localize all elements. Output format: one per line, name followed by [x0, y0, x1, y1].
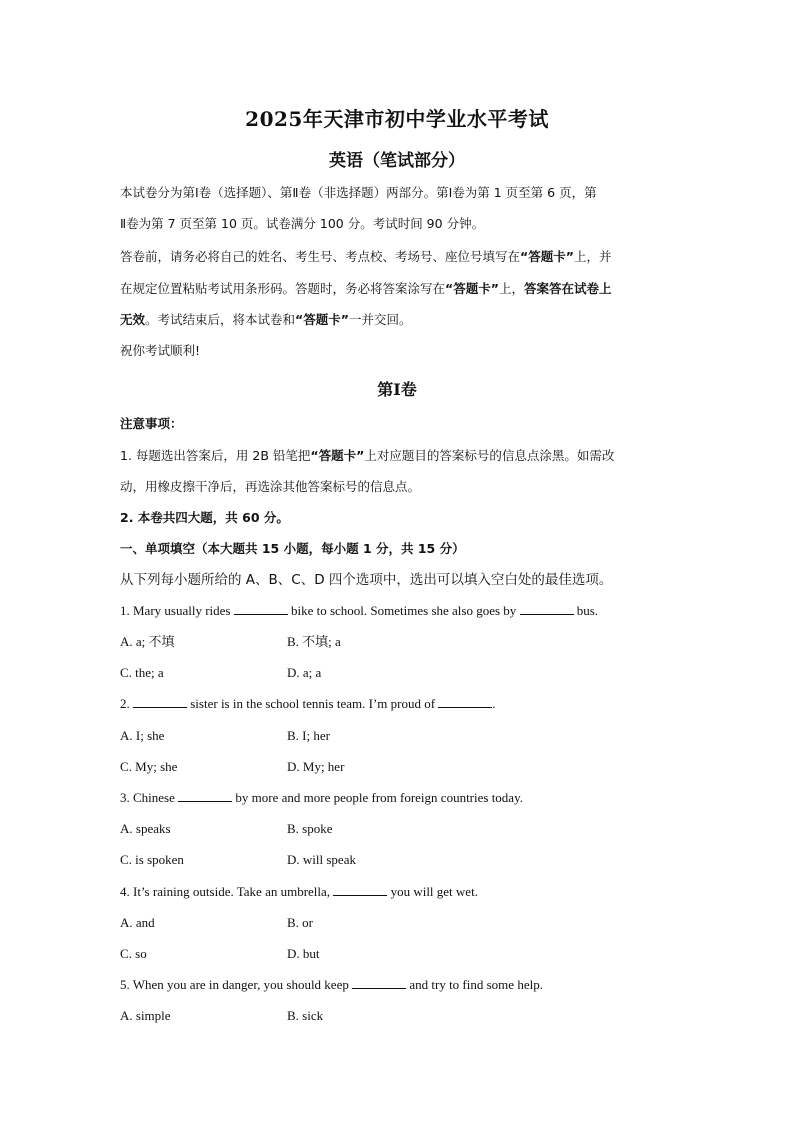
- part1-heading: 一、单项填空（本大题共 15 小题，每小题 1 分，共 15 分）: [120, 541, 465, 556]
- question-4: [120, 882, 478, 902]
- question-5: [120, 975, 543, 995]
- option-d: D. will speak: [287, 852, 356, 867]
- section-title: 第Ⅰ卷: [377, 380, 417, 399]
- answer-blank: [520, 603, 574, 615]
- question-text: 1. Mary usually rides: [120, 603, 234, 618]
- intro-text: 。考试结束后，将本试卷和: [145, 312, 296, 327]
- option-a: A. I; she: [120, 728, 165, 743]
- option-d: D. My; her: [287, 759, 345, 774]
- answer-blank: [178, 790, 232, 802]
- question-text: 3. Chinese: [120, 790, 179, 805]
- answer-card-term: “答题卡”: [445, 281, 499, 296]
- page-subtitle: 英语（笔试部分）: [329, 151, 465, 171]
- answer-blank: [234, 603, 288, 615]
- question-text: by more and more people from foreign countries today.: [232, 790, 523, 805]
- note-1-continued: 动，用橡皮擦干净后，再选涂其他答案标号的信息点。: [120, 479, 421, 494]
- option-a: A. simple: [120, 1008, 171, 1023]
- intro-text: 在规定位置粘贴考试用条形码。答题时，务必将答案涂写在: [120, 281, 446, 296]
- answer-blank: [133, 696, 187, 708]
- intro-text: 上，: [498, 281, 524, 296]
- option-b: B. I; her: [287, 728, 330, 743]
- option-b: B. spoke: [287, 821, 333, 836]
- question-text: and try to find some help.: [406, 977, 543, 992]
- note-text: 上对应题目的答案标号的信息点涂黑。如需改: [364, 448, 615, 463]
- intro-line-2: Ⅱ卷为第 7 页至第 10 页。试卷满分 100 分。考试时间 90 分钟。: [120, 216, 485, 231]
- question-text: bus.: [573, 603, 599, 618]
- option-b: B. or: [287, 915, 313, 930]
- question-text: 5. When you are in danger, you should keep: [120, 977, 353, 992]
- answer-card-term: “答题卡”: [520, 249, 574, 264]
- intro-text: 上，并: [573, 249, 612, 264]
- option-a: A. and: [120, 915, 155, 930]
- intro-line-3: [120, 247, 680, 267]
- question-3: [120, 788, 523, 808]
- question-text: 4. It’s raining outside. Take an umbrella,: [120, 884, 334, 899]
- intro-text: 一并交回。: [348, 312, 412, 327]
- question-text: 2.: [120, 696, 133, 711]
- option-a: A. speaks: [120, 821, 171, 836]
- intro-text: 答卷前，请务必将自己的姓名、考生号、考点校、考场号、座位号填写在: [120, 249, 521, 264]
- option-a: A. a; 不填: [120, 634, 175, 649]
- intro-line-4: [120, 279, 680, 299]
- note-1: [120, 446, 680, 466]
- notes-heading: 注意事项：: [120, 416, 183, 431]
- question-text: you will get wet.: [387, 884, 478, 899]
- intro-line-5: [120, 310, 680, 330]
- answer-blank: [438, 696, 492, 708]
- question-2: [120, 694, 496, 714]
- option-c: C. is spoken: [120, 852, 184, 867]
- note-2: 2. 本卷共四大题，共 60 分。: [120, 510, 289, 525]
- option-c: C. My; she: [120, 759, 178, 774]
- option-d: D. a; a: [287, 665, 322, 680]
- good-luck-line: 祝你考试顺利!: [120, 343, 201, 358]
- option-c: C. the; a: [120, 665, 164, 680]
- option-b: B. 不填; a: [287, 634, 341, 649]
- page-title: 2025年天津市初中学业水平考试: [245, 107, 549, 131]
- question-text: sister is in the school tennis team. I’m proud of: [187, 696, 439, 711]
- question-text: .: [492, 696, 496, 711]
- intro-line-1: 本试卷分为第Ⅰ卷（选择题）、第Ⅱ卷（非选择题）两部分。第Ⅰ卷为第 1 页至第 6 页，第: [120, 185, 597, 200]
- question-1: [120, 601, 598, 621]
- part1-instruction: 从下列每小题所给的 A、B、C、D 四个选项中，选出可以填入空白处的最佳选项。: [120, 572, 613, 588]
- question-text: bike to school. Sometimes she also goes by: [287, 603, 520, 618]
- answer-blank: [333, 884, 387, 896]
- emphasis-text: 答案答在试卷上: [523, 281, 612, 296]
- option-d: D. but: [287, 946, 320, 961]
- emphasis-text: 无效: [120, 312, 146, 327]
- answer-card-term: “答题卡”: [310, 448, 365, 463]
- answer-blank: [352, 977, 406, 989]
- answer-card-term: “答题卡”: [295, 312, 349, 327]
- option-b: B. sick: [287, 1008, 324, 1023]
- option-c: C. so: [120, 946, 147, 961]
- note-text: 1. 每题选出答案后，用 2B 铅笔把: [120, 448, 311, 463]
